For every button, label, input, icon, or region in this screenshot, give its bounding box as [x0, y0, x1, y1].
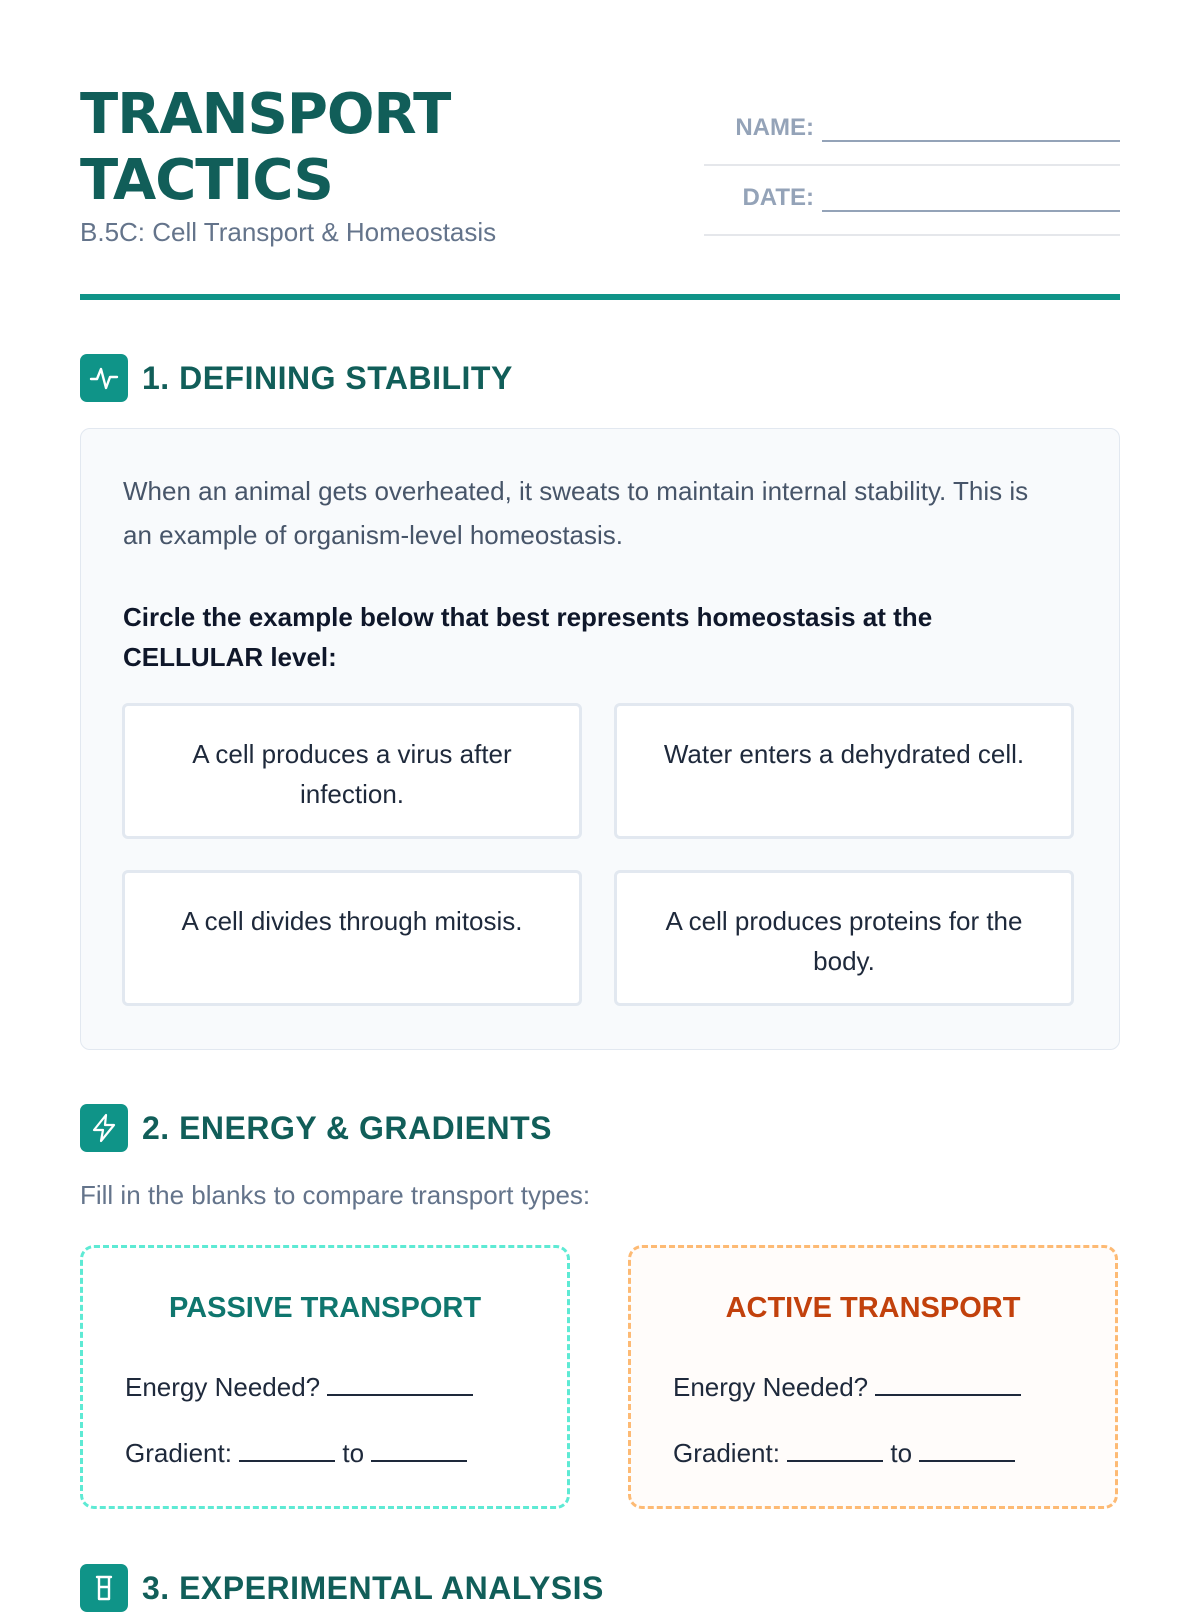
energy-blank[interactable] — [875, 1370, 1021, 1396]
passive-transport-box — [80, 1245, 570, 1509]
name-field[interactable] — [704, 110, 1120, 166]
section-1-title: 1. DEFINING STABILITY — [142, 359, 513, 396]
section-1-intro: When an animal gets overheated, it sweats to maintain internal stability. This is an example of organism-level homeostasis. — [123, 476, 1029, 550]
section-2-heading — [80, 1104, 552, 1152]
lightning-icon — [80, 1104, 128, 1152]
active-transport-title: ACTIVE TRANSPORT — [725, 1292, 1021, 1324]
section-1-prompt: Circle the example below that best represents homeostasis at the CELLULAR level: — [123, 602, 933, 672]
worksheet-subtitle: B.5C: Cell Transport & Homeostasis — [80, 217, 497, 247]
name-blank[interactable] — [822, 140, 1120, 142]
date-label: DATE: — [742, 184, 814, 211]
date-blank[interactable] — [822, 210, 1120, 212]
passive-energy-row — [125, 1370, 473, 1403]
gradient-label: Gradient: — [125, 1438, 232, 1468]
energy-blank[interactable] — [327, 1370, 473, 1396]
date-field[interactable] — [704, 180, 1120, 236]
section-1-panel — [80, 428, 1120, 1050]
active-gradient-row — [673, 1436, 1015, 1469]
header-divider — [80, 294, 1120, 300]
active-transport-box — [628, 1245, 1118, 1509]
passive-transport-title: PASSIVE TRANSPORT — [168, 1292, 482, 1324]
gradient-label: Gradient: — [673, 1438, 780, 1468]
gradient-to-blank[interactable] — [371, 1436, 467, 1462]
active-energy-row — [673, 1370, 1021, 1403]
section-3-title: 3. EXPERIMENTAL ANALYSIS — [142, 1569, 604, 1606]
gradient-from-blank[interactable] — [239, 1436, 335, 1462]
activity-icon — [80, 354, 128, 402]
title-line-2: TACTICS — [80, 148, 333, 213]
choice-option[interactable]: Water enters a dehydrated cell. — [614, 703, 1074, 839]
title-line-1: TRANSPORT — [80, 82, 451, 147]
worksheet-header — [80, 82, 1120, 302]
passive-gradient-row — [125, 1436, 467, 1469]
choice-option[interactable]: A cell produces proteins for the body. — [614, 870, 1074, 1006]
beaker-icon — [80, 1564, 128, 1612]
gradient-to-label: to — [342, 1438, 365, 1468]
gradient-to-blank[interactable] — [919, 1436, 1015, 1462]
section-3-heading — [80, 1564, 604, 1612]
worksheet-title — [80, 82, 450, 214]
student-fields — [704, 110, 1120, 250]
gradient-from-blank[interactable] — [787, 1436, 883, 1462]
name-label: NAME: — [735, 114, 814, 141]
choice-option[interactable]: A cell divides through mitosis. — [122, 870, 582, 1006]
energy-label: Energy Needed? — [673, 1372, 869, 1402]
section-2-title: 2. ENERGY & GRADIENTS — [142, 1109, 552, 1146]
section-1-heading — [80, 354, 513, 402]
choice-option[interactable]: A cell produces a virus after infection. — [122, 703, 582, 839]
energy-label: Energy Needed? — [125, 1372, 321, 1402]
section-2-instruction: Fill in the blanks to compare transport types: — [80, 1180, 591, 1210]
gradient-to-label: to — [890, 1438, 913, 1468]
